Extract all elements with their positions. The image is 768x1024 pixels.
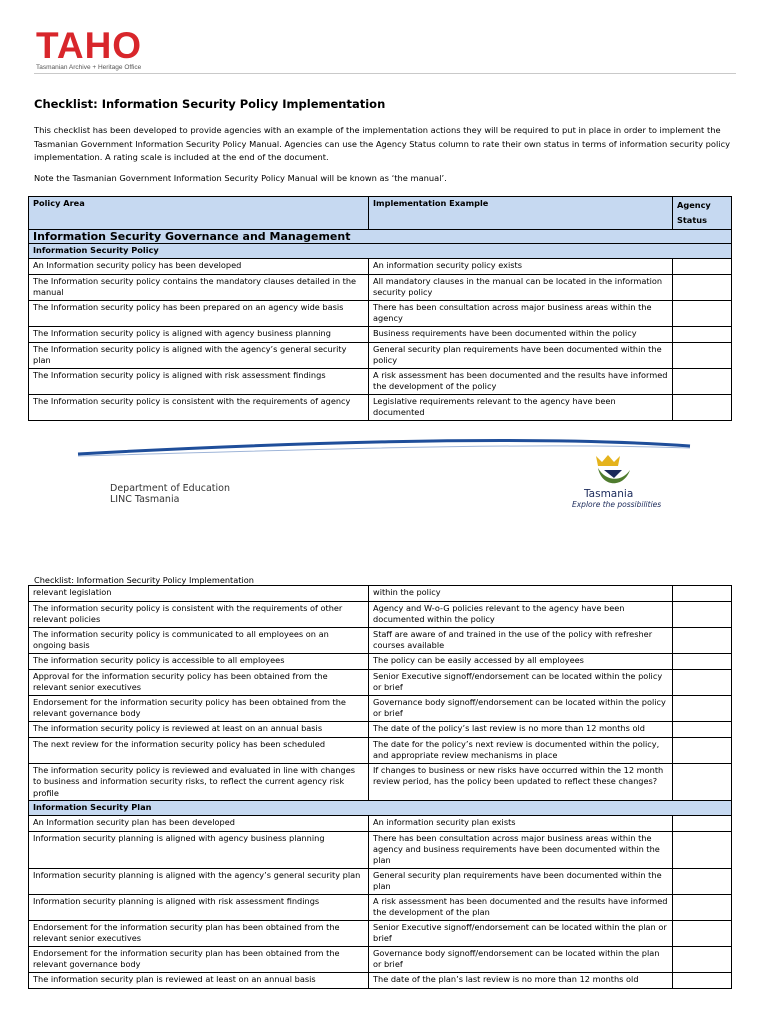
policy-area-cell: The Information security policy is aligned with the agency’s general security plan: [29, 342, 369, 368]
intro-paragraph: This checklist has been developed to provide agencies with an example of the implementation actions they will be required to put in place in order to implement the Tasmanian Government Information Security Policy Manual. Agencies can use the Agency Status column to rate their own status in terms of information security policy implementation. A rating scale is included at the end of the document.: [34, 125, 731, 163]
implementation-example-cell: The date for the policy’s next review is documented within the policy, and appropriate review mechanisms in place: [369, 738, 673, 764]
implementation-example-cell: Senior Executive signoff/endorsement can be located within the plan or brief: [369, 920, 673, 946]
table-row: [29, 831, 732, 868]
implementation-example-cell: Legislative requirements relevant to the agency have been documented: [369, 394, 673, 420]
policy-area-cell: The information security policy is reviewed at least on an annual basis: [29, 722, 369, 738]
table-row: [29, 628, 732, 654]
page2-caption: Checklist: Information Security Policy Implementation: [34, 575, 254, 585]
subsection-plan: Information Security Plan: [29, 801, 732, 815]
policy-area-cell: The information security policy is consistent with the requirements of other relevant policies: [29, 602, 369, 628]
table-row: [29, 654, 732, 670]
tasmania-emblem-icon: [568, 452, 658, 492]
tasmania-tagline: Explore the possibilities: [572, 500, 662, 509]
policy-area-cell: The Information security policy has been prepared on an agency wide basis: [29, 300, 369, 326]
agency-status-cell[interactable]: [673, 738, 732, 764]
implementation-example-cell: There has been consultation across major business areas within the agency and business requirements have been documented within the plan: [369, 831, 673, 868]
agency-status-cell[interactable]: [673, 972, 732, 988]
agency-status-cell[interactable]: [673, 868, 732, 894]
table-row: [29, 946, 732, 972]
table-header-row: [29, 197, 732, 230]
subsection-row: [29, 244, 732, 258]
logo-text: TAHO: [36, 25, 143, 66]
table-row: [29, 300, 732, 326]
header-agency-status: Agency Status: [673, 197, 732, 230]
agency-status-cell[interactable]: [673, 815, 732, 831]
table-row: [29, 368, 732, 394]
agency-status-cell[interactable]: [673, 920, 732, 946]
agency-status-cell[interactable]: [673, 764, 732, 801]
table-row: [29, 972, 732, 988]
implementation-example-cell: General security plan requirements have been documented within the policy: [369, 342, 673, 368]
policy-area-cell: The information security plan is reviewed at least on an annual basis: [29, 972, 369, 988]
agency-status-cell[interactable]: [673, 946, 732, 972]
subsection-row: [29, 801, 732, 815]
policy-area-cell: The Information security policy is consistent with the requirements of agency: [29, 394, 369, 420]
agency-status-cell[interactable]: [673, 342, 732, 368]
table-row: [29, 722, 732, 738]
table-row: [29, 815, 732, 831]
document-title: Checklist: Information Security Policy Implementation: [34, 97, 386, 111]
policy-area-cell: Information security planning is aligned with the agency’s general security plan: [29, 868, 369, 894]
table-row: [29, 274, 732, 300]
dept-line-1: Department of Education: [110, 483, 230, 494]
header-divider: [34, 73, 736, 74]
implementation-example-cell: All mandatory clauses in the manual can be located in the information security policy: [369, 274, 673, 300]
page1-table-body: [29, 197, 732, 421]
table-row: [29, 868, 732, 894]
header-policy-area: Policy Area: [29, 197, 369, 230]
table-row: [29, 258, 732, 274]
table-row: [29, 670, 732, 696]
logo-subtitle: Tasmanian Archive + Heritage Office: [36, 64, 142, 71]
implementation-example-cell: A risk assessment has been documented and the results have informed the development of the plan: [369, 894, 673, 920]
implementation-example-cell: within the policy: [369, 586, 673, 602]
table-row: [29, 920, 732, 946]
policy-area-cell: The information security policy is accessible to all employees: [29, 654, 369, 670]
implementation-example-cell: Staff are aware of and trained in the use of the policy with refresher courses available: [369, 628, 673, 654]
policy-area-cell: The information security policy is reviewed and evaluated in line with changes to business and information security risks, to reflect the current agency risk profile: [29, 764, 369, 801]
table-row: [29, 764, 732, 801]
agency-status-cell[interactable]: [673, 894, 732, 920]
implementation-example-cell: Business requirements have been documented within the policy: [369, 326, 673, 342]
implementation-example-cell: If changes to business or new risks have occurred within the 12 month review period, has the policy been updated to reflect these changes?: [369, 764, 673, 801]
policy-area-cell: Endorsement for the information security plan has been obtained from the relevant senior executives: [29, 920, 369, 946]
implementation-example-cell: There has been consultation across major business areas within the agency: [369, 300, 673, 326]
agency-status-cell[interactable]: [673, 654, 732, 670]
department-block: [110, 483, 230, 505]
policy-area-cell: relevant legislation: [29, 586, 369, 602]
table-row: [29, 696, 732, 722]
policy-area-cell: The Information security policy contains the mandatory clauses detailed in the manual: [29, 274, 369, 300]
table-row: [29, 326, 732, 342]
implementation-example-cell: Senior Executive signoff/endorsement can be located within the policy or brief: [369, 670, 673, 696]
checklist-table-page2: [28, 585, 732, 989]
policy-area-cell: An Information security plan has been developed: [29, 815, 369, 831]
implementation-example-cell: The date of the policy’s last review is no more than 12 months old: [369, 722, 673, 738]
agency-status-cell[interactable]: [673, 326, 732, 342]
policy-area-cell: Information security planning is aligned with agency business planning: [29, 831, 369, 868]
subsection-policy: Information Security Policy: [29, 244, 732, 258]
policy-area-cell: Approval for the information security policy has been obtained from the relevant senior executives: [29, 670, 369, 696]
table-row: [29, 342, 732, 368]
agency-status-cell[interactable]: [673, 831, 732, 868]
tasmania-wordmark: Tasmania: [584, 488, 634, 500]
policy-area-cell: The Information security policy is aligned with agency business planning: [29, 326, 369, 342]
policy-area-cell: Endorsement for the information security policy has been obtained from the relevant governance body: [29, 696, 369, 722]
policy-area-cell: An Information security policy has been developed: [29, 258, 369, 274]
implementation-example-cell: Governance body signoff/endorsement can be located within the policy or brief: [369, 696, 673, 722]
agency-status-cell[interactable]: [673, 628, 732, 654]
implementation-example-cell: Governance body signoff/endorsement can be located within the plan or brief: [369, 946, 673, 972]
page2-table-body: [29, 586, 732, 989]
section-title: Information Security Governance and Management: [29, 230, 732, 244]
implementation-example-cell: Agency and W-o-G policies relevant to the agency have been documented within the policy: [369, 602, 673, 628]
agency-status-cell[interactable]: [673, 368, 732, 394]
agency-status-cell[interactable]: [673, 394, 732, 420]
header-implementation-example: Implementation Example: [369, 197, 673, 230]
taho-logo: [36, 26, 142, 71]
note-paragraph: Note the Tasmanian Government Information Security Policy Manual will be known as ‘the manual’.: [34, 173, 447, 183]
agency-status-cell[interactable]: [673, 670, 732, 696]
policy-area-cell: Information security planning is aligned with risk assessment findings: [29, 894, 369, 920]
section-row: [29, 230, 732, 244]
table-row: [29, 894, 732, 920]
agency-status-cell[interactable]: [673, 258, 732, 274]
policy-area-cell: The Information security policy is aligned with risk assessment findings: [29, 368, 369, 394]
table-row: [29, 602, 732, 628]
table-row: [29, 586, 732, 602]
implementation-example-cell: The date of the plan’s last review is no more than 12 months old: [369, 972, 673, 988]
policy-area-cell: The information security policy is communicated to all employees on an ongoing basis: [29, 628, 369, 654]
agency-status-cell[interactable]: [673, 602, 732, 628]
agency-status-cell[interactable]: [673, 722, 732, 738]
policy-area-cell: The next review for the information security policy has been scheduled: [29, 738, 369, 764]
implementation-example-cell: A risk assessment has been documented and the results have informed the development of the policy: [369, 368, 673, 394]
implementation-example-cell: An information security policy exists: [369, 258, 673, 274]
agency-status-cell[interactable]: [673, 696, 732, 722]
agency-status-cell[interactable]: [673, 300, 732, 326]
agency-status-cell[interactable]: [673, 586, 732, 602]
implementation-example-cell: General security plan requirements have been documented within the plan: [369, 868, 673, 894]
checklist-table-page1: [28, 196, 732, 421]
table-row: [29, 738, 732, 764]
dept-line-2: LINC Tasmania: [110, 494, 180, 505]
policy-area-cell: Endorsement for the information security plan has been obtained from the relevant governance body: [29, 946, 369, 972]
implementation-example-cell: An information security plan exists: [369, 815, 673, 831]
table-row: [29, 394, 732, 420]
agency-status-cell[interactable]: [673, 274, 732, 300]
implementation-example-cell: The policy can be easily accessed by all employees: [369, 654, 673, 670]
